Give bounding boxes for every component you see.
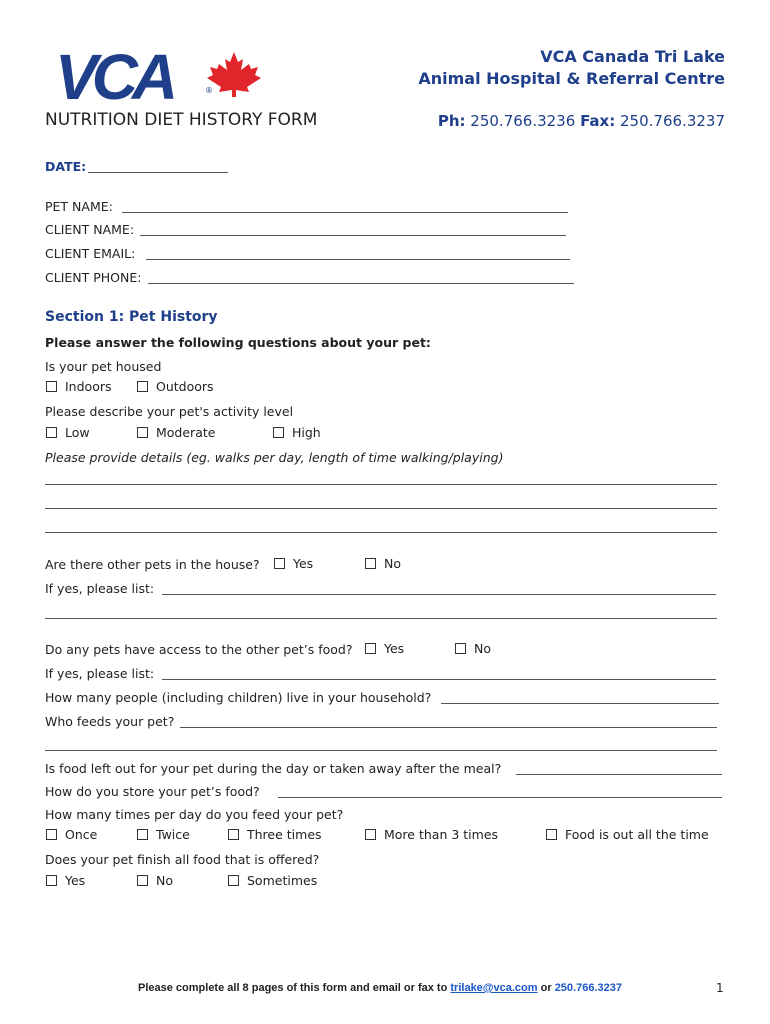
times-option-more-than-3[interactable] [365,827,498,842]
checkbox-icon [365,558,376,569]
fax-label: Fax: [580,112,616,130]
activity-option-high[interactable] [273,425,321,440]
who-feeds-line-2[interactable] [45,750,717,751]
footer-email-link[interactable]: trilake@vca.com [450,982,538,994]
vca-logo-text: VCA [55,41,173,113]
section1-instruction: Please answer the following questions about your pet: [45,335,431,350]
other-pets-list-label: If yes, please list: [45,581,155,596]
access-food-no[interactable] [455,641,491,656]
times-option-once[interactable] [46,827,97,842]
section1-title: Section 1: Pet History [45,309,218,325]
pet-name-label: PET NAME: [45,199,113,214]
q-access-food: Do any pets have access to the other pet’s food? [45,642,353,657]
option-label: More than 3 times [384,827,499,842]
checkbox-icon [455,643,466,654]
q-store-food: How do you store your pet’s food? [45,784,260,799]
footer-fax: 250.766.3237 [554,982,622,994]
phone-label: Ph: [437,112,466,130]
q-food-left: Is food left out for your pet during the day or taken away after the meal? [45,761,502,776]
clinic-name-line2: Animal Hospital & Referral Centre [418,69,725,88]
vca-logo [55,41,275,113]
client-phone-label: CLIENT PHONE: [45,270,142,285]
times-option-twice[interactable] [137,827,190,842]
checkbox-icon [137,381,148,392]
finish-option-no[interactable] [137,873,173,888]
details-line-3[interactable] [45,532,717,533]
q-people: How many people (including children) live in your household? [45,690,432,705]
client-email-label: CLIENT EMAIL: [45,246,136,261]
q-times-per-day: How many times per day do you feed your pet? [45,807,344,822]
checkbox-icon [274,558,285,569]
client-name-label: CLIENT NAME: [45,222,135,237]
option-label: Yes [293,556,314,571]
food-left-field[interactable] [516,774,722,775]
option-label: Yes [65,873,86,888]
date-label: DATE: [45,159,87,174]
option-label: Indoors [65,379,112,394]
activity-option-moderate[interactable] [137,425,215,440]
option-label: No [384,556,401,571]
option-label: No [156,873,173,888]
checkbox-icon [137,829,148,840]
checkbox-icon [365,643,376,654]
phone-number: 250.766.3236 [470,112,576,130]
footer-note [138,982,622,994]
option-label: High [292,425,321,440]
option-label: Yes [384,641,405,656]
who-feeds-field[interactable] [180,727,717,728]
option-label: Low [65,425,90,440]
footer-text: Please complete all 8 pages of this form and email or fax to [138,982,448,994]
housed-option-indoors[interactable] [46,379,112,394]
other-pets-yes[interactable] [274,556,313,571]
form-title: NUTRITION DIET HISTORY FORM [45,110,318,130]
store-food-field[interactable] [278,797,722,798]
q-housed: Is your pet housed [45,359,162,374]
option-label: Sometimes [247,873,318,888]
checkbox-icon [137,427,148,438]
times-option-always-out[interactable] [546,827,709,842]
checkbox-icon [273,427,284,438]
other-pets-no[interactable] [365,556,401,571]
checkbox-icon [46,427,57,438]
q-finish-food: Does your pet finish all food that is offered? [45,852,320,867]
client-name-field[interactable] [140,235,566,236]
client-email-field[interactable] [146,259,570,260]
clinic-contact [438,112,725,130]
q-who-feeds: Who feeds your pet? [45,714,175,729]
people-field[interactable] [441,703,719,704]
footer-or: or [540,982,552,994]
finish-option-sometimes[interactable] [228,873,317,888]
details-prompt: Please provide details (eg. walks per day, length of time walking/playing) [45,450,504,465]
q-activity: Please describe your pet's activity level [45,404,294,419]
option-label: Food is out all the time [565,827,709,842]
clinic-name-line1: VCA Canada Tri Lake [540,47,725,66]
access-food-list-field[interactable] [162,679,716,680]
q-other-pets: Are there other pets in the house? [45,557,260,572]
option-label: Twice [156,827,190,842]
option-label: Once [65,827,98,842]
option-label: Outdoors [156,379,214,394]
client-phone-field[interactable] [148,283,574,284]
checkbox-icon [546,829,557,840]
checkbox-icon [46,829,57,840]
access-food-list-label: If yes, please list: [45,666,155,681]
finish-option-yes[interactable] [46,873,85,888]
activity-option-low[interactable] [46,425,90,440]
checkbox-icon [137,875,148,886]
other-pets-list-line-2[interactable] [45,618,717,619]
checkbox-icon [228,875,239,886]
page-number: 1 [716,981,724,995]
housed-option-outdoors[interactable] [137,379,214,394]
other-pets-list-field[interactable] [162,594,716,595]
option-label: Moderate [156,425,216,440]
details-line-2[interactable] [45,508,717,509]
checkbox-icon [46,875,57,886]
option-label: No [474,641,491,656]
checkbox-icon [46,381,57,392]
access-food-yes[interactable] [365,641,404,656]
date-field[interactable] [88,172,228,173]
pet-name-field[interactable] [122,212,568,213]
fax-number: 250.766.3237 [620,112,725,130]
details-line-1[interactable] [45,484,717,485]
times-option-three[interactable] [228,827,322,842]
option-label: Three times [247,827,322,842]
registered-mark: ® [205,86,213,95]
checkbox-icon [365,829,376,840]
maple-leaf-icon [205,50,263,98]
checkbox-icon [228,829,239,840]
